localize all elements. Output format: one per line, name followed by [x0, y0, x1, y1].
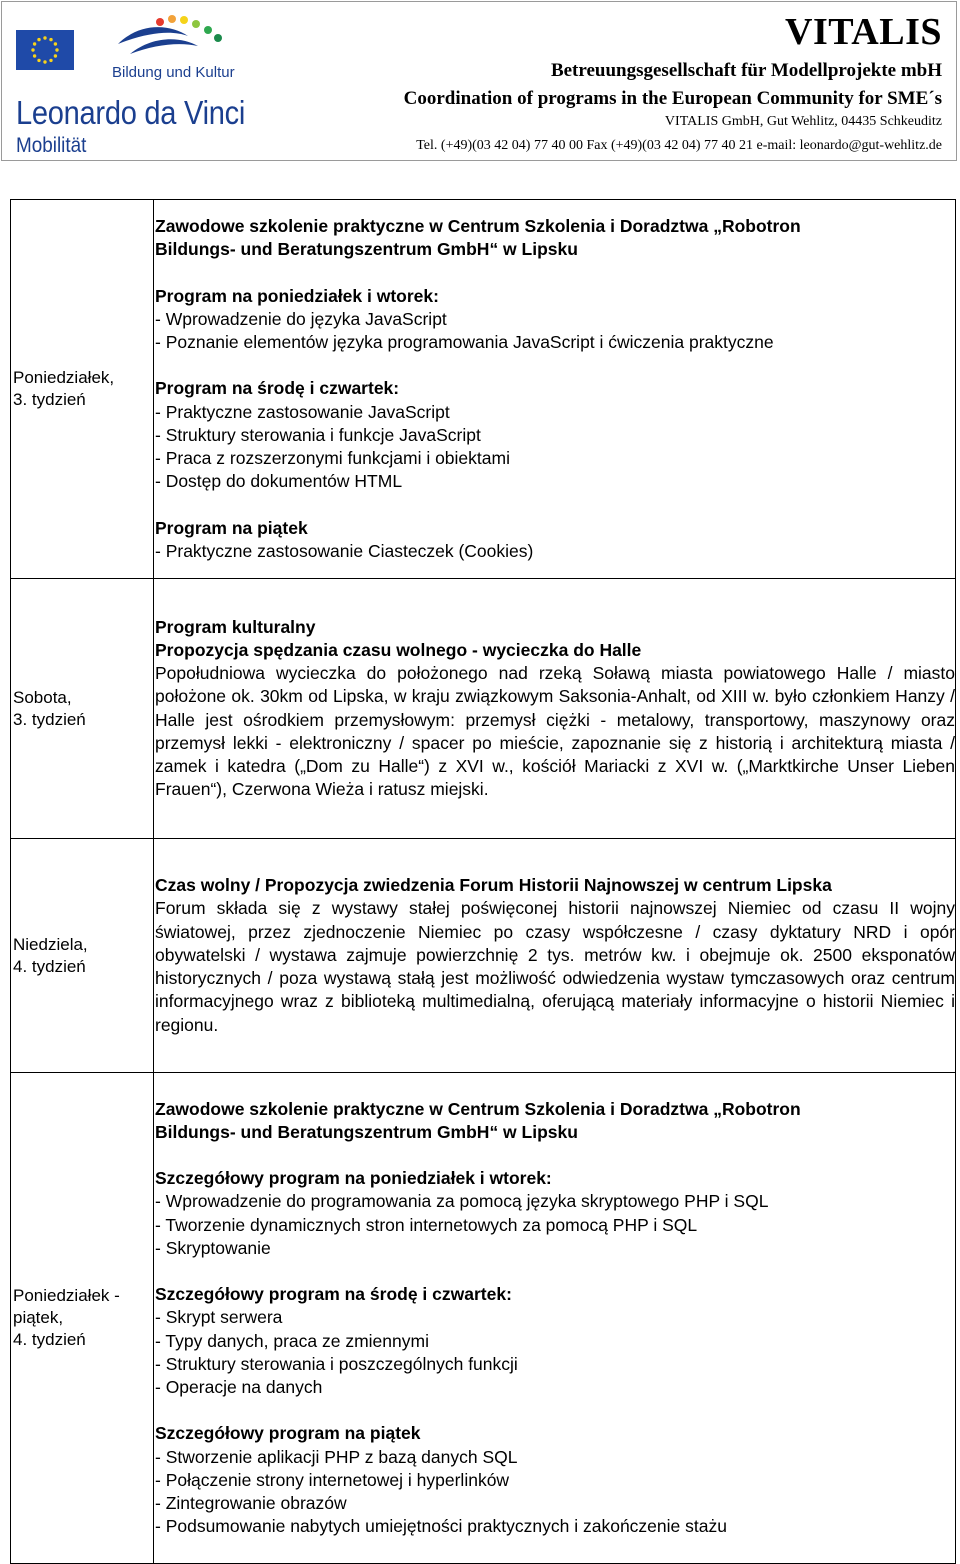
table-row — [11, 200, 956, 579]
week-label: 3. tydzień — [13, 390, 86, 409]
program-cell — [154, 200, 956, 579]
week-label: 3. tydzień — [13, 709, 86, 729]
day-cell — [11, 200, 154, 579]
letterhead — [0, 0, 960, 164]
list-item: - Struktury sterowania i poszczególnych funkcji — [155, 1353, 518, 1374]
list-item: - Praktyczne zastosowanie Ciasteczek (Cookies) — [155, 540, 534, 561]
list-item: - Zintegrowanie obrazów — [155, 1493, 347, 1513]
list-item: - Typy danych, praca ze zmiennymi — [155, 1330, 429, 1351]
program-cell — [154, 1073, 956, 1564]
day-label: Poniedziałek, — [13, 368, 115, 387]
bildung-kultur-swoosh-icon — [110, 14, 260, 69]
list-item: - Połączenie strony internetowej i hyperlinków — [155, 1469, 510, 1490]
list-item: - Dostęp do dokumentów HTML — [155, 471, 403, 492]
section-heading: Program kulturalny — [155, 616, 316, 637]
company-tagline: Coordination of programs in the European Community for SME´s — [403, 88, 942, 109]
leonardo-da-vinci-logo: Leonardo da Vinci — [16, 94, 246, 131]
list-item: - Wprowadzenie do języka JavaScript — [155, 308, 447, 329]
bildung-und-kultur-label: Bildung und Kultur — [112, 64, 235, 81]
table-row — [11, 579, 956, 839]
list-item: - Poznanie elementów języka programowania JavaScript i ćwiczenia praktyczne — [155, 332, 774, 352]
section-heading: Program na poniedziałek i wtorek: — [155, 285, 439, 306]
training-title: Zawodowe szkolenie praktyczne w Centrum Szkolenia i Doradztwa „Robotron — [155, 216, 801, 236]
list-item: - Podsumowanie nabytych umiejętności praktycznych i zakończenie stażu — [155, 1516, 727, 1537]
section-heading: Szczegółowy program na piątek — [155, 1423, 421, 1444]
day-label: Poniedziałek - — [13, 1286, 120, 1305]
day-label: Sobota, — [13, 687, 72, 707]
mobilitat-label: Mobilität — [16, 134, 87, 157]
schedule-table — [10, 199, 956, 1564]
list-item: - Skryptowanie — [155, 1237, 271, 1258]
company-name: VITALIS — [785, 11, 942, 53]
day-cell — [11, 839, 154, 1073]
excursion-heading: Propozycja spędzania czasu wolnego - wycieczka do Halle — [155, 639, 642, 660]
list-item: - Struktury sterowania i funkcje JavaScript — [155, 424, 481, 445]
training-title: Bildungs- und Beratungszentrum GmbH“ w Lipsku — [155, 239, 578, 260]
day-label: piątek, — [13, 1308, 64, 1327]
list-item: - Skrypt serwera — [155, 1307, 283, 1328]
list-item: - Wprowadzenie do programowania za pomocą języka skryptowego PHP i SQL — [155, 1191, 769, 1212]
table-row — [11, 1073, 956, 1564]
list-item: - Tworzenie dynamicznych stron internetowych za pomocą PHP i SQL — [155, 1214, 698, 1235]
forum-description: Forum składa się z wystawy stałej poświęconej historii najnowszej Niemiec od czasu II wojny światowej, przez zjednoczenie Niemiec po czasy współczesne / czasy dyktatury NRD i opór obywatelski / wystawa zajmuje powierzchnię 2 tys. metrów kw. i obejmuje ok. 2500 eksponatów historycznych / poza wystawą stałą jest możliwość odwiedzenia wystaw tymczasowych oraz centrum informacyjnego wraz z biblioteką multimedialną, oferującą materiały informacyjne o historii Niemiec i regionu. — [155, 898, 955, 1035]
company-subtitle: Betreuungsgesellschaft für Modellprojekte mbH — [550, 60, 942, 81]
program-cell — [154, 839, 956, 1073]
day-label: Niedziela, — [13, 934, 88, 954]
list-item: - Praca z rozszerzonymi funkcjami i obiektami — [155, 448, 510, 468]
week-label: 4. tydzień — [13, 1330, 86, 1349]
free-time-heading: Czas wolny / Propozycja zwiedzenia Forum Historii Najnowszej w centrum Lipska — [155, 875, 832, 896]
training-title: Bildungs- und Beratungszentrum GmbH“ w Lipsku — [155, 1121, 578, 1142]
list-item: - Stworzenie aplikacji PHP z bazą danych SQL — [155, 1446, 518, 1467]
week-label: 4. tydzień — [13, 956, 86, 976]
program-cell — [154, 579, 956, 839]
company-address: VITALIS GmbH, Gut Wehlitz, 04435 Schkeuditz — [664, 114, 942, 129]
section-heading: Szczegółowy program na środę i czwartek: — [155, 1284, 512, 1305]
company-contact: Tel. (+49)(03 42 04) 77 40 00 Fax (+49)(03 42 04) 77 40 21 e-mail: leonardo@gut-wehlitz.de — [416, 138, 942, 153]
eu-flag-icon — [16, 30, 74, 70]
list-item: - Praktyczne zastosowanie JavaScript — [155, 401, 450, 422]
training-title: Zawodowe szkolenie praktyczne w Centrum Szkolenia i Doradztwa „Robotron — [155, 1098, 801, 1119]
day-cell — [11, 579, 154, 839]
excursion-description: Popołudniowa wycieczka do położonego nad rzeką Soławą miasta powiatowego Halle / miasto położone ok. 30km od Lipska, w kraju związkowym Saksonia-Anhalt, od XIII w. było członkiem Hanzy / Halle jest ośrodkiem przemysłowym: przemysł ciężki - metalowy, transportowy, maszynowy oraz przemysł lekki - elektroniczny / spacer po mieście, zapoznanie się z historią i architekturą miasta / zamek i katedra („Dom zu Halle“) z XVI w., kościół Mariacki z XVI w. („Marktkirche Unser Lieben Frauen“), Czerwona Wieża i ratusz miejski. — [155, 663, 955, 800]
section-heading: Program na piątek — [155, 517, 308, 538]
section-heading: Szczegółowy program na poniedziałek i wtorek: — [155, 1168, 552, 1189]
day-cell — [11, 1073, 154, 1564]
list-item: - Operacje na danych — [155, 1377, 323, 1397]
section-heading: Program na środę i czwartek: — [155, 378, 400, 399]
table-row — [11, 839, 956, 1073]
